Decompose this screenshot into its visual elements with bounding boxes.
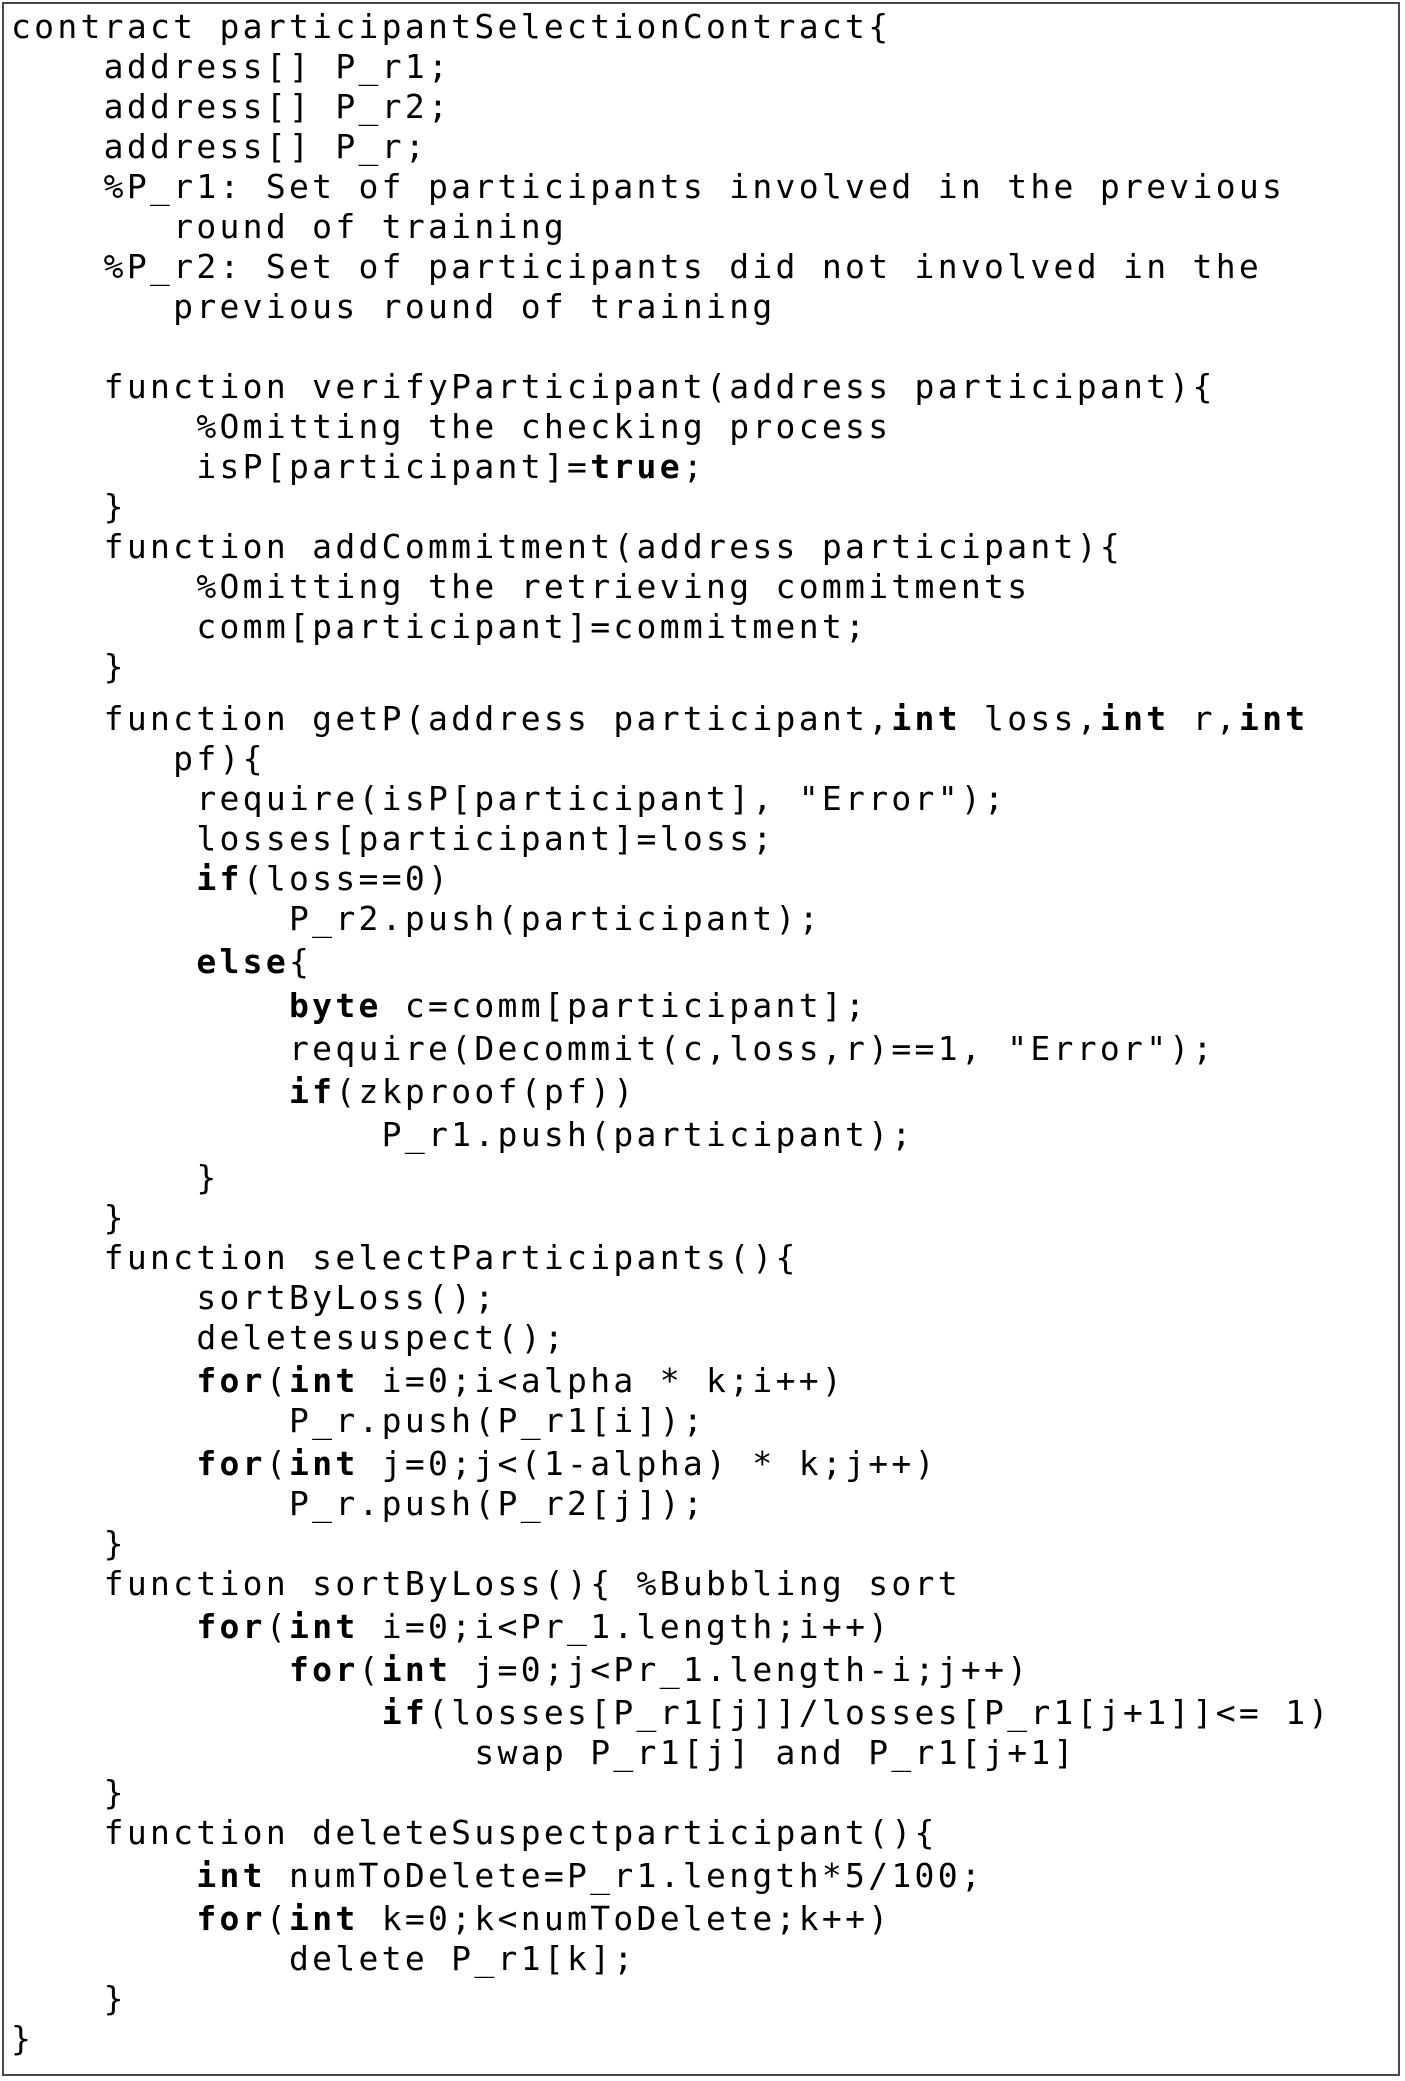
code-keyword: if: [381, 1693, 429, 1732]
code-line: [11, 1733, 1077, 1773]
code-text: sortByLoss();: [11, 1278, 498, 1317]
code-text: require(isP[participant], "Error");: [11, 779, 1008, 818]
code-keyword: int: [1238, 699, 1309, 738]
code-text: {: [289, 942, 313, 981]
code-text: k=0;k<numToDelete;k++): [358, 1899, 892, 1938]
code-listing-frame: [2, 2, 1400, 2076]
code-line: [11, 487, 127, 527]
code-line: [11, 1979, 127, 2019]
code-line: [11, 1607, 891, 1647]
code-text: P_r.push(P_r2[j]);: [11, 1484, 707, 1523]
code-line: [11, 899, 822, 939]
code-text: (: [265, 1444, 290, 1483]
code-text: numToDelete=P_r1.length*5/100;: [265, 1856, 985, 1895]
code-line: [11, 127, 428, 167]
code-line: [11, 1115, 915, 1155]
code-line: [11, 1238, 799, 1278]
code-line: [11, 1072, 637, 1112]
code-text: (zkproof(pf)): [335, 1072, 637, 1111]
code-text: }: [11, 487, 127, 526]
code-line: [11, 607, 868, 647]
code-text: delete P_r1[k];: [11, 1939, 637, 1978]
code-line: [11, 567, 1030, 607]
code-text: deletesuspect();: [11, 1318, 568, 1357]
code-line: [11, 1693, 1332, 1733]
code-line: [11, 47, 451, 87]
code-text: }: [11, 1198, 127, 1237]
code-keyword: int: [381, 1650, 452, 1689]
code-text: [11, 1856, 196, 1895]
code-keyword: for: [196, 1899, 266, 1938]
code-line: [11, 647, 127, 687]
code-line: [11, 1856, 984, 1896]
code-text: j=0;j<(1-alpha) * k;j++): [358, 1444, 938, 1483]
code-text: (: [358, 1650, 382, 1689]
code-keyword: int: [891, 699, 961, 738]
code-text: swap P_r1[j] and P_r1[j+1]: [11, 1733, 1077, 1772]
code-text: [11, 859, 196, 898]
code-text: previous round of training: [11, 287, 776, 326]
code-text: i=0;i<alpha * k;i++): [358, 1361, 846, 1400]
code-keyword: for: [196, 1607, 266, 1646]
code-line: [11, 1899, 891, 1939]
code-text: P_r.push(P_r1[i]);: [11, 1401, 707, 1440]
code-text: comm[participant]=commitment;: [11, 607, 869, 646]
code-text: isP[participant]=: [11, 447, 591, 486]
code-line: [11, 942, 312, 982]
code-line: [11, 1813, 938, 1853]
code-text: (loss==0): [242, 859, 452, 898]
code-text: [11, 942, 196, 981]
code-line: [11, 287, 776, 327]
code-text: address[] P_r2;: [11, 87, 452, 126]
code-text: (losses[P_r1[j]]/losses[P_r1[j+1]]<= 1): [428, 1693, 1332, 1732]
code-line: [11, 367, 1216, 407]
code-line: [11, 447, 706, 487]
code-keyword: true: [590, 447, 683, 486]
code-keyword: int: [1099, 699, 1170, 738]
code-keyword: int: [289, 1607, 359, 1646]
code-text: function getP(address participant,: [11, 699, 892, 738]
code-text: }: [11, 647, 127, 686]
code-text: function selectParticipants(){: [11, 1238, 799, 1277]
code-text: }: [11, 1773, 127, 1812]
code-line: [11, 247, 1262, 287]
code-keyword: int: [289, 1361, 359, 1400]
code-line: [11, 699, 1308, 739]
code-line: [11, 1361, 845, 1401]
code-text: %Omitting the checking process: [11, 407, 892, 446]
code-text: address[] P_r;: [11, 127, 429, 166]
code-line: [11, 1401, 706, 1441]
code-text: P_r2.push(participant);: [11, 899, 822, 938]
code-text: }: [11, 1524, 127, 1563]
code-text: contract participantSelectionContract{: [11, 7, 892, 46]
code-text: function verifyParticipant(address participant){: [11, 367, 1216, 406]
code-text: round of training: [11, 207, 568, 246]
code-line: [11, 7, 891, 47]
code-keyword: int: [289, 1444, 359, 1483]
code-keyword: else: [196, 942, 290, 981]
code-keyword: byte: [289, 986, 382, 1025]
code-text: %P_r1: Set of participants involved in the previous: [11, 167, 1286, 206]
code-line: [11, 1444, 938, 1484]
code-line: [11, 1029, 1216, 1069]
code-line: [11, 1773, 127, 1813]
code-line: [11, 859, 451, 899]
code-text: j=0;j<Pr_1.length-i;j++): [451, 1650, 1031, 1689]
code-text: [11, 1444, 196, 1483]
code-line: [11, 779, 1007, 819]
code-text: [11, 986, 289, 1025]
code-text: pf){: [11, 739, 266, 778]
code-text: (: [265, 1899, 290, 1938]
code-keyword: for: [196, 1444, 266, 1483]
code-text: [11, 1072, 289, 1111]
code-line: [11, 1278, 498, 1318]
code-line: [11, 407, 891, 447]
code-line: [11, 1318, 567, 1358]
code-text: }: [11, 2019, 35, 2058]
code-line: [11, 167, 1285, 207]
code-line: [11, 2019, 34, 2059]
code-line: [11, 1650, 1030, 1690]
code-line: [11, 739, 266, 779]
code-line: [11, 1158, 220, 1198]
code-text: r,: [1169, 699, 1239, 738]
code-line: [11, 1524, 127, 1564]
code-line: [11, 1484, 706, 1524]
code-line: [11, 819, 776, 859]
code-text: (: [265, 1607, 290, 1646]
code-line: [11, 207, 567, 247]
code-text: function deleteSuspectparticipant(){: [11, 1813, 938, 1852]
code-text: c=comm[participant];: [381, 986, 869, 1025]
code-text: [11, 1899, 196, 1938]
code-text: %Omitting the retrieving commitments: [11, 567, 1031, 606]
code-line: [11, 1564, 961, 1604]
code-keyword: if: [289, 1072, 336, 1111]
code-line: [11, 87, 451, 127]
code-text: address[] P_r1;: [11, 47, 452, 86]
code-text: loss,: [960, 699, 1100, 738]
code-text: [11, 1361, 196, 1400]
code-line: [11, 1939, 637, 1979]
code-text: function sortByLoss(){ %Bubbling sort: [11, 1564, 961, 1603]
code-text: }: [11, 1158, 220, 1197]
code-text: }: [11, 1979, 127, 2018]
code-text: ;: [682, 447, 707, 486]
code-text: [11, 1650, 289, 1689]
code-text: %P_r2: Set of participants did not involved in the: [11, 247, 1263, 286]
code-text: require(Decommit(c,loss,r)==1, "Error");: [11, 1029, 1216, 1068]
code-text: [11, 1607, 196, 1646]
code-line: [11, 527, 1123, 567]
code-keyword: int: [196, 1856, 266, 1895]
code-keyword: for: [289, 1650, 359, 1689]
code-keyword: for: [196, 1361, 266, 1400]
code-keyword: int: [289, 1899, 359, 1938]
code-line: [11, 1198, 127, 1238]
code-text: [11, 1693, 382, 1732]
code-text: P_r1.push(participant);: [11, 1115, 915, 1154]
code-text: (: [265, 1361, 290, 1400]
code-text: function addCommitment(address participant){: [11, 527, 1124, 566]
code-line: [11, 986, 868, 1026]
code-text: losses[participant]=loss;: [11, 819, 776, 858]
code-keyword: if: [196, 859, 243, 898]
code-text: i=0;i<Pr_1.length;i++): [358, 1607, 892, 1646]
